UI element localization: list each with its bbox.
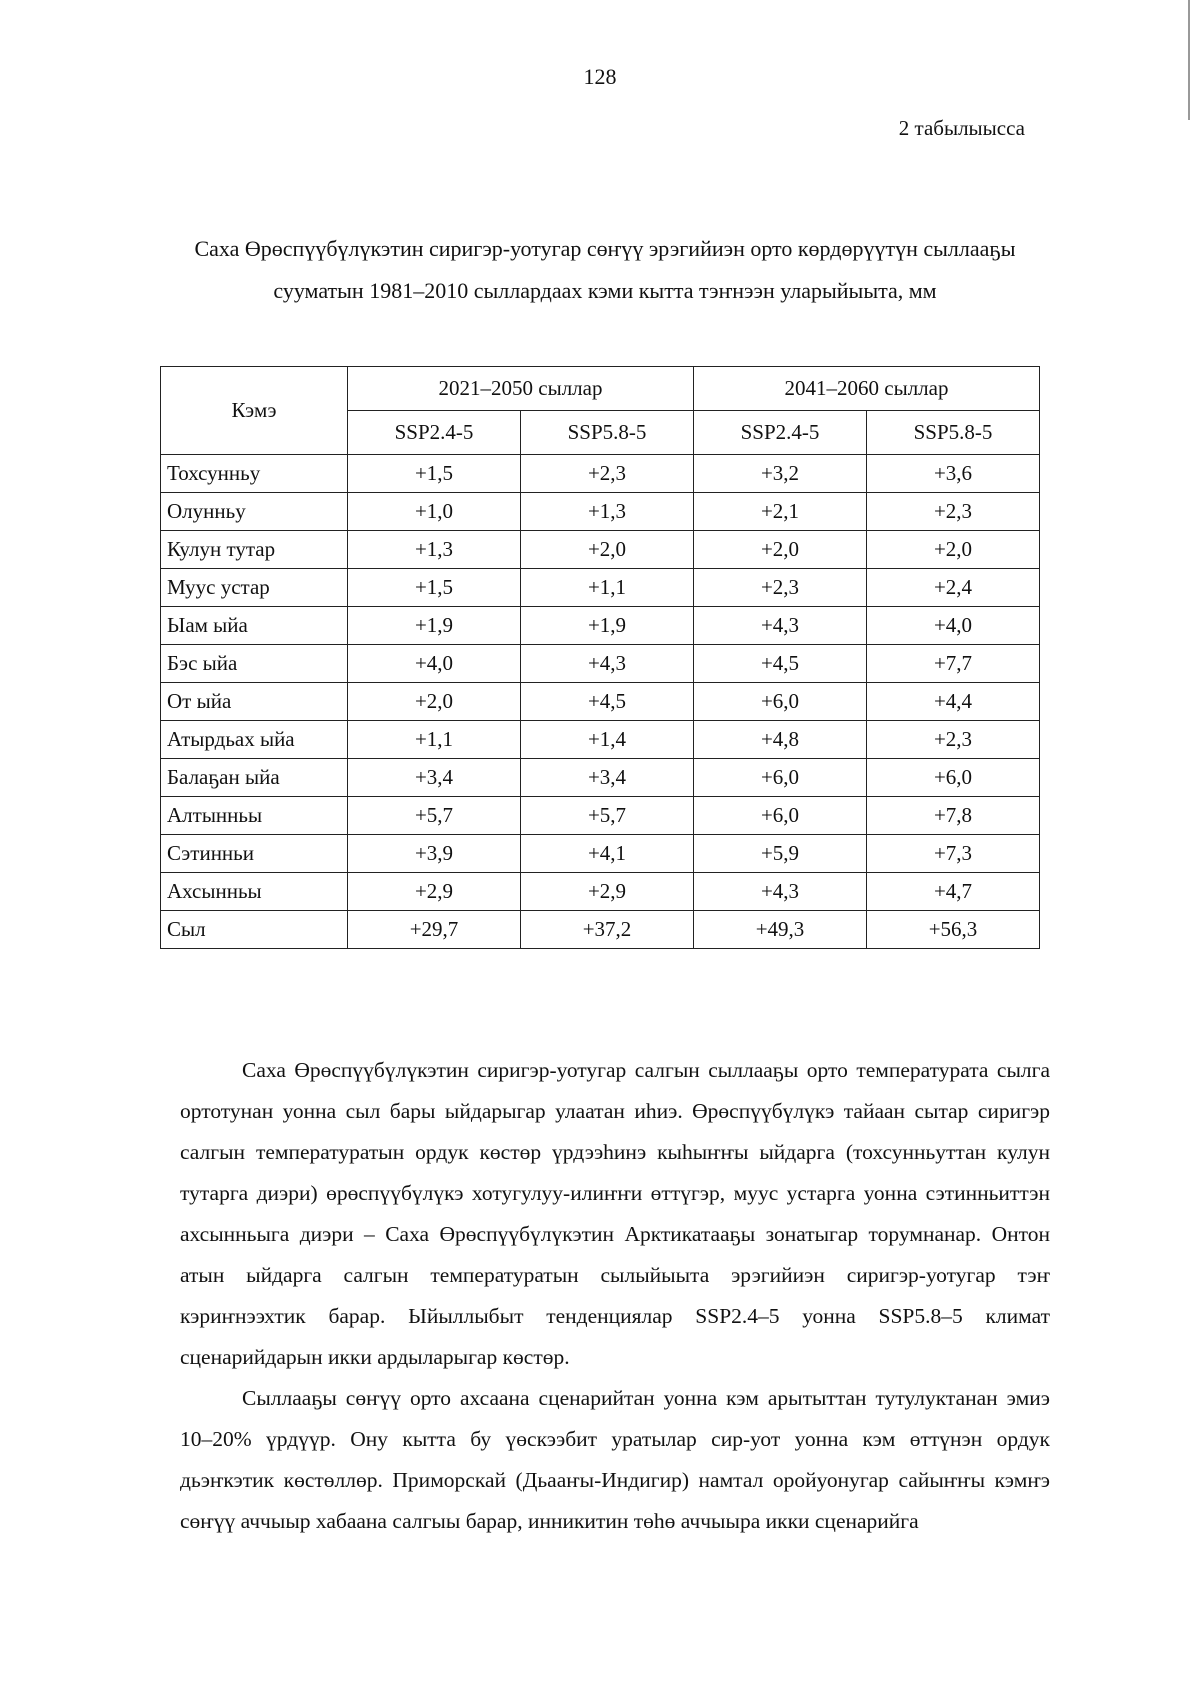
value-cell: +7,3 [867, 835, 1040, 873]
value-cell: +1,9 [348, 607, 521, 645]
page-number: 128 [583, 64, 617, 89]
value-cell: +4,3 [694, 873, 867, 911]
table-row [161, 721, 1040, 759]
value-cell: +3,4 [521, 759, 694, 797]
value-cell: +1,5 [348, 569, 521, 607]
value-cell: +1,1 [348, 721, 521, 759]
value-cell: +2,3 [867, 721, 1040, 759]
value-cell: +37,2 [521, 911, 694, 949]
table-row [161, 759, 1040, 797]
table-row [161, 531, 1040, 569]
value-cell: +49,3 [694, 911, 867, 949]
value-cell: +6,0 [867, 759, 1040, 797]
month-cell: Ахсынньы [161, 873, 348, 911]
table-row [161, 911, 1040, 949]
value-cell: +2,0 [521, 531, 694, 569]
scenario-header: SSP2.4-5 [348, 411, 521, 455]
month-cell: Муус устар [161, 569, 348, 607]
month-cell: Ыам ыйа [161, 607, 348, 645]
value-cell: +1,0 [348, 493, 521, 531]
scan-edge-line [1188, 0, 1190, 120]
value-cell: +7,7 [867, 645, 1040, 683]
paragraph: Сыллааҕы сөҥүү орто ахсаана сценарийтан уонна кэм арытыттан тутулуктанан эмиэ 10–20% үрдүүр. Ону кытта бу үөскээбит уратылар сир-уот уонна кэм өттүнэн ордук дьэҥкэтик көстөллөр. Приморскай (Дьааҥы-Индигир) намтал оройуонугар сайыҥҥы кэмҥэ сөҥүү аччыыр хабаана салгыы барар, инникитин төһө аччыыра икки сценарийга [180, 1386, 1050, 1533]
value-cell: +2,0 [867, 531, 1040, 569]
month-cell: От ыйа [161, 683, 348, 721]
scenario-header: SSP5.8-5 [867, 411, 1040, 455]
value-cell: +4,3 [694, 607, 867, 645]
value-cell: +2,9 [348, 873, 521, 911]
value-cell: +2,4 [867, 569, 1040, 607]
table-row [161, 607, 1040, 645]
table-row [161, 835, 1040, 873]
month-cell: Сыл [161, 911, 348, 949]
period-header: 2041–2060 сыллар [694, 367, 1040, 411]
value-cell: +6,0 [694, 683, 867, 721]
value-cell: +2,3 [694, 569, 867, 607]
value-cell: +4,7 [867, 873, 1040, 911]
month-cell: Бэс ыйа [161, 645, 348, 683]
value-cell: +4,1 [521, 835, 694, 873]
month-cell: Балаҕан ыйа [161, 759, 348, 797]
month-cell: Олунньу [161, 493, 348, 531]
scenario-header: SSP5.8-5 [521, 411, 694, 455]
table-row [161, 873, 1040, 911]
value-cell: +4,5 [694, 645, 867, 683]
table-row [161, 455, 1040, 493]
table-row [161, 493, 1040, 531]
table-caption: Саха Өрөспүүбүлүкэтин сиригэр-уотугар сөҥүү эрэгийиэн орто көрдөрүүтүн сыллааҕы сууматын 1981–2010 сыллардаах кэми кытта тэҥнээн уларыйыыта, мм [194, 236, 1016, 303]
table-row [161, 569, 1040, 607]
value-cell: +6,0 [694, 759, 867, 797]
value-cell: +2,3 [867, 493, 1040, 531]
value-cell: +5,9 [694, 835, 867, 873]
period-header: 2021–2050 сыллар [348, 367, 694, 411]
value-cell: +2,3 [521, 455, 694, 493]
value-cell: +3,9 [348, 835, 521, 873]
value-cell: +3,6 [867, 455, 1040, 493]
value-cell: +1,4 [521, 721, 694, 759]
value-cell: +1,9 [521, 607, 694, 645]
table-label: 2 табылыысса [898, 116, 1025, 140]
value-cell: +1,3 [348, 531, 521, 569]
table-row [161, 645, 1040, 683]
value-cell: +2,1 [694, 493, 867, 531]
value-cell: +6,0 [694, 797, 867, 835]
month-cell: Атырдьах ыйа [161, 721, 348, 759]
table-row [161, 797, 1040, 835]
value-cell: +1,1 [521, 569, 694, 607]
value-cell: +3,2 [694, 455, 867, 493]
month-cell: Сэтинньи [161, 835, 348, 873]
month-cell: Кулун тутар [161, 531, 348, 569]
scenario-header: SSP2.4-5 [694, 411, 867, 455]
month-cell: Алтынньы [161, 797, 348, 835]
value-cell: +2,0 [694, 531, 867, 569]
value-cell: +4,3 [521, 645, 694, 683]
row-header-cell: Кэмэ [161, 367, 348, 455]
month-cell: Тохсунньу [161, 455, 348, 493]
value-cell: +2,9 [521, 873, 694, 911]
paragraph: Саха Өрөспүүбүлүкэтин сиригэр-уотугар салгын сыллааҕы орто температурата сылга ортотунан уонна сыл бары ыйдарыгар улаатан иһиэ. Өрөспүүбүлүкэ тайаан сытар сиригэр салгын температуратын ордук көстөр үрдээһинэ кыһыҥҥы ыйдарга (тохсунньуттан кулун тутарга диэри) өрөспүүбүлүкэ хотугулуу-илиҥҥи өттүгэр, муус устарга уонна сэтинньиттэн ахсынньыга диэри – Саха Өрөспүүбүлүкэтин Арктикатааҕы зонатыгар торумнанар. Онтон атын ыйдарга салгын температуратын сылыйыыта эрэгийиэн сиригэр-уотугар тэҥ кэриҥнээхтик барар. Ыйыллыбыт тенденциялар SSP2.4–5 уонна SSP5.8–5 климат сценарийдарын икки ардыларыгар көстөр. [180, 1058, 1050, 1369]
value-cell: +4,0 [348, 645, 521, 683]
table-row [161, 683, 1040, 721]
value-cell: +56,3 [867, 911, 1040, 949]
value-cell: +1,3 [521, 493, 694, 531]
body-text [180, 1050, 1050, 1542]
value-cell: +4,8 [694, 721, 867, 759]
value-cell: +1,5 [348, 455, 521, 493]
precipitation-table [160, 366, 1040, 949]
value-cell: +29,7 [348, 911, 521, 949]
value-cell: +2,0 [348, 683, 521, 721]
value-cell: +7,8 [867, 797, 1040, 835]
value-cell: +4,4 [867, 683, 1040, 721]
value-cell: +5,7 [521, 797, 694, 835]
value-cell: +4,5 [521, 683, 694, 721]
table-body [161, 455, 1040, 949]
value-cell: +4,0 [867, 607, 1040, 645]
value-cell: +5,7 [348, 797, 521, 835]
value-cell: +3,4 [348, 759, 521, 797]
